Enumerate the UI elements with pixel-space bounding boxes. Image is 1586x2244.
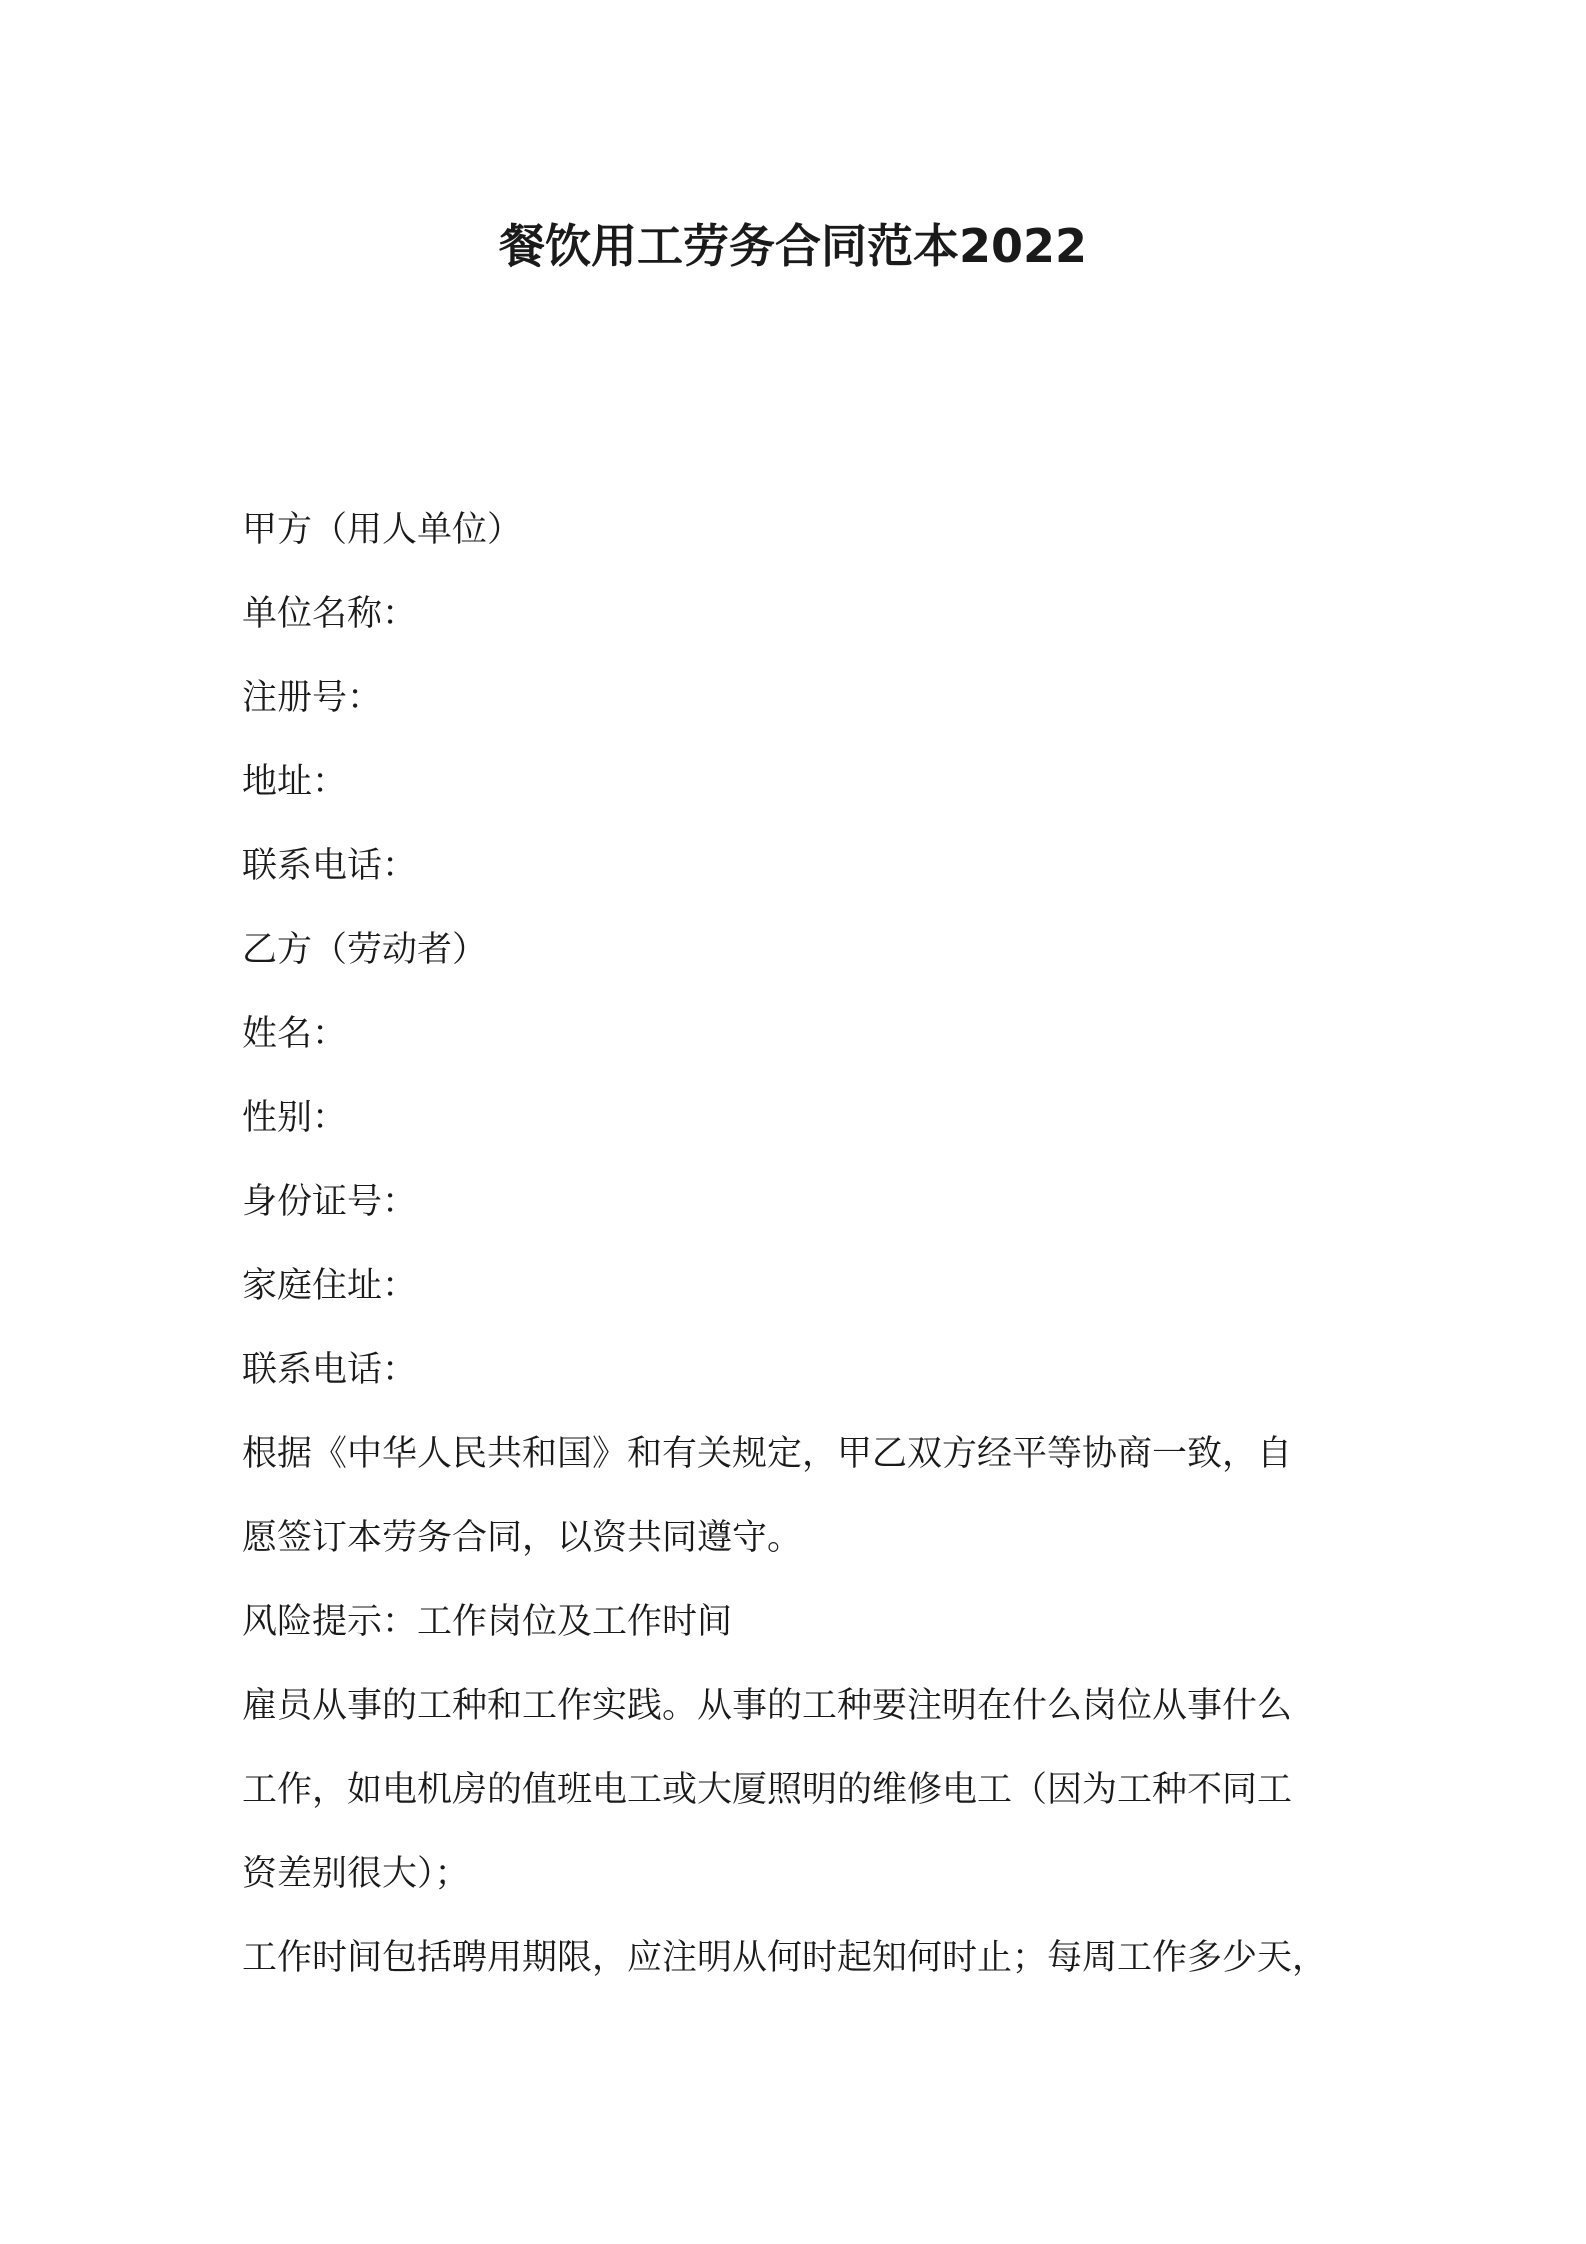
party-b-phone: 联系电话： bbox=[242, 1350, 418, 1390]
party-b-gender: 性别： bbox=[242, 1098, 348, 1138]
party-a-phone: 联系电话： bbox=[242, 846, 418, 886]
party-b-id-number: 身份证号： bbox=[242, 1182, 418, 1222]
party-b-home-address: 家庭住址： bbox=[242, 1266, 418, 1306]
party-a-heading: 甲方（用人单位） bbox=[242, 510, 523, 550]
risk-paragraph-line-1: 雇员从事的工种和工作实践。从事的工种要注明在什么岗位从事什么 bbox=[242, 1686, 1293, 1726]
risk-paragraph-line-3: 资差别很大）； bbox=[242, 1854, 470, 1894]
preamble-line-1: 根据《中华人民共和国》和有关规定，甲乙双方经平等协商一致，自 bbox=[242, 1434, 1293, 1474]
party-a-company-name: 单位名称： bbox=[242, 594, 418, 634]
document-title: 餐饮用工劳务合同范本2022 bbox=[498, 219, 1088, 273]
risk-paragraph-line-2: 工作，如电机房的值班电工或大厦照明的维修电工（因为工种不同工 bbox=[242, 1770, 1293, 1810]
risk-notice-heading: 风险提示：工作岗位及工作时间 bbox=[242, 1602, 733, 1642]
work-time-paragraph-line-1: 工作时间包括聘用期限，应注明从何时起知何时止；每周工作多少天， bbox=[242, 1938, 1328, 1978]
party-a-registration-no: 注册号： bbox=[242, 678, 383, 718]
party-b-heading: 乙方（劳动者） bbox=[242, 930, 488, 970]
party-a-address: 地址： bbox=[242, 762, 348, 802]
document-body bbox=[242, 488, 1352, 2000]
party-b-name: 姓名： bbox=[242, 1014, 348, 1054]
preamble-line-2: 愿签订本劳务合同，以资共同遵守。 bbox=[242, 1518, 803, 1558]
